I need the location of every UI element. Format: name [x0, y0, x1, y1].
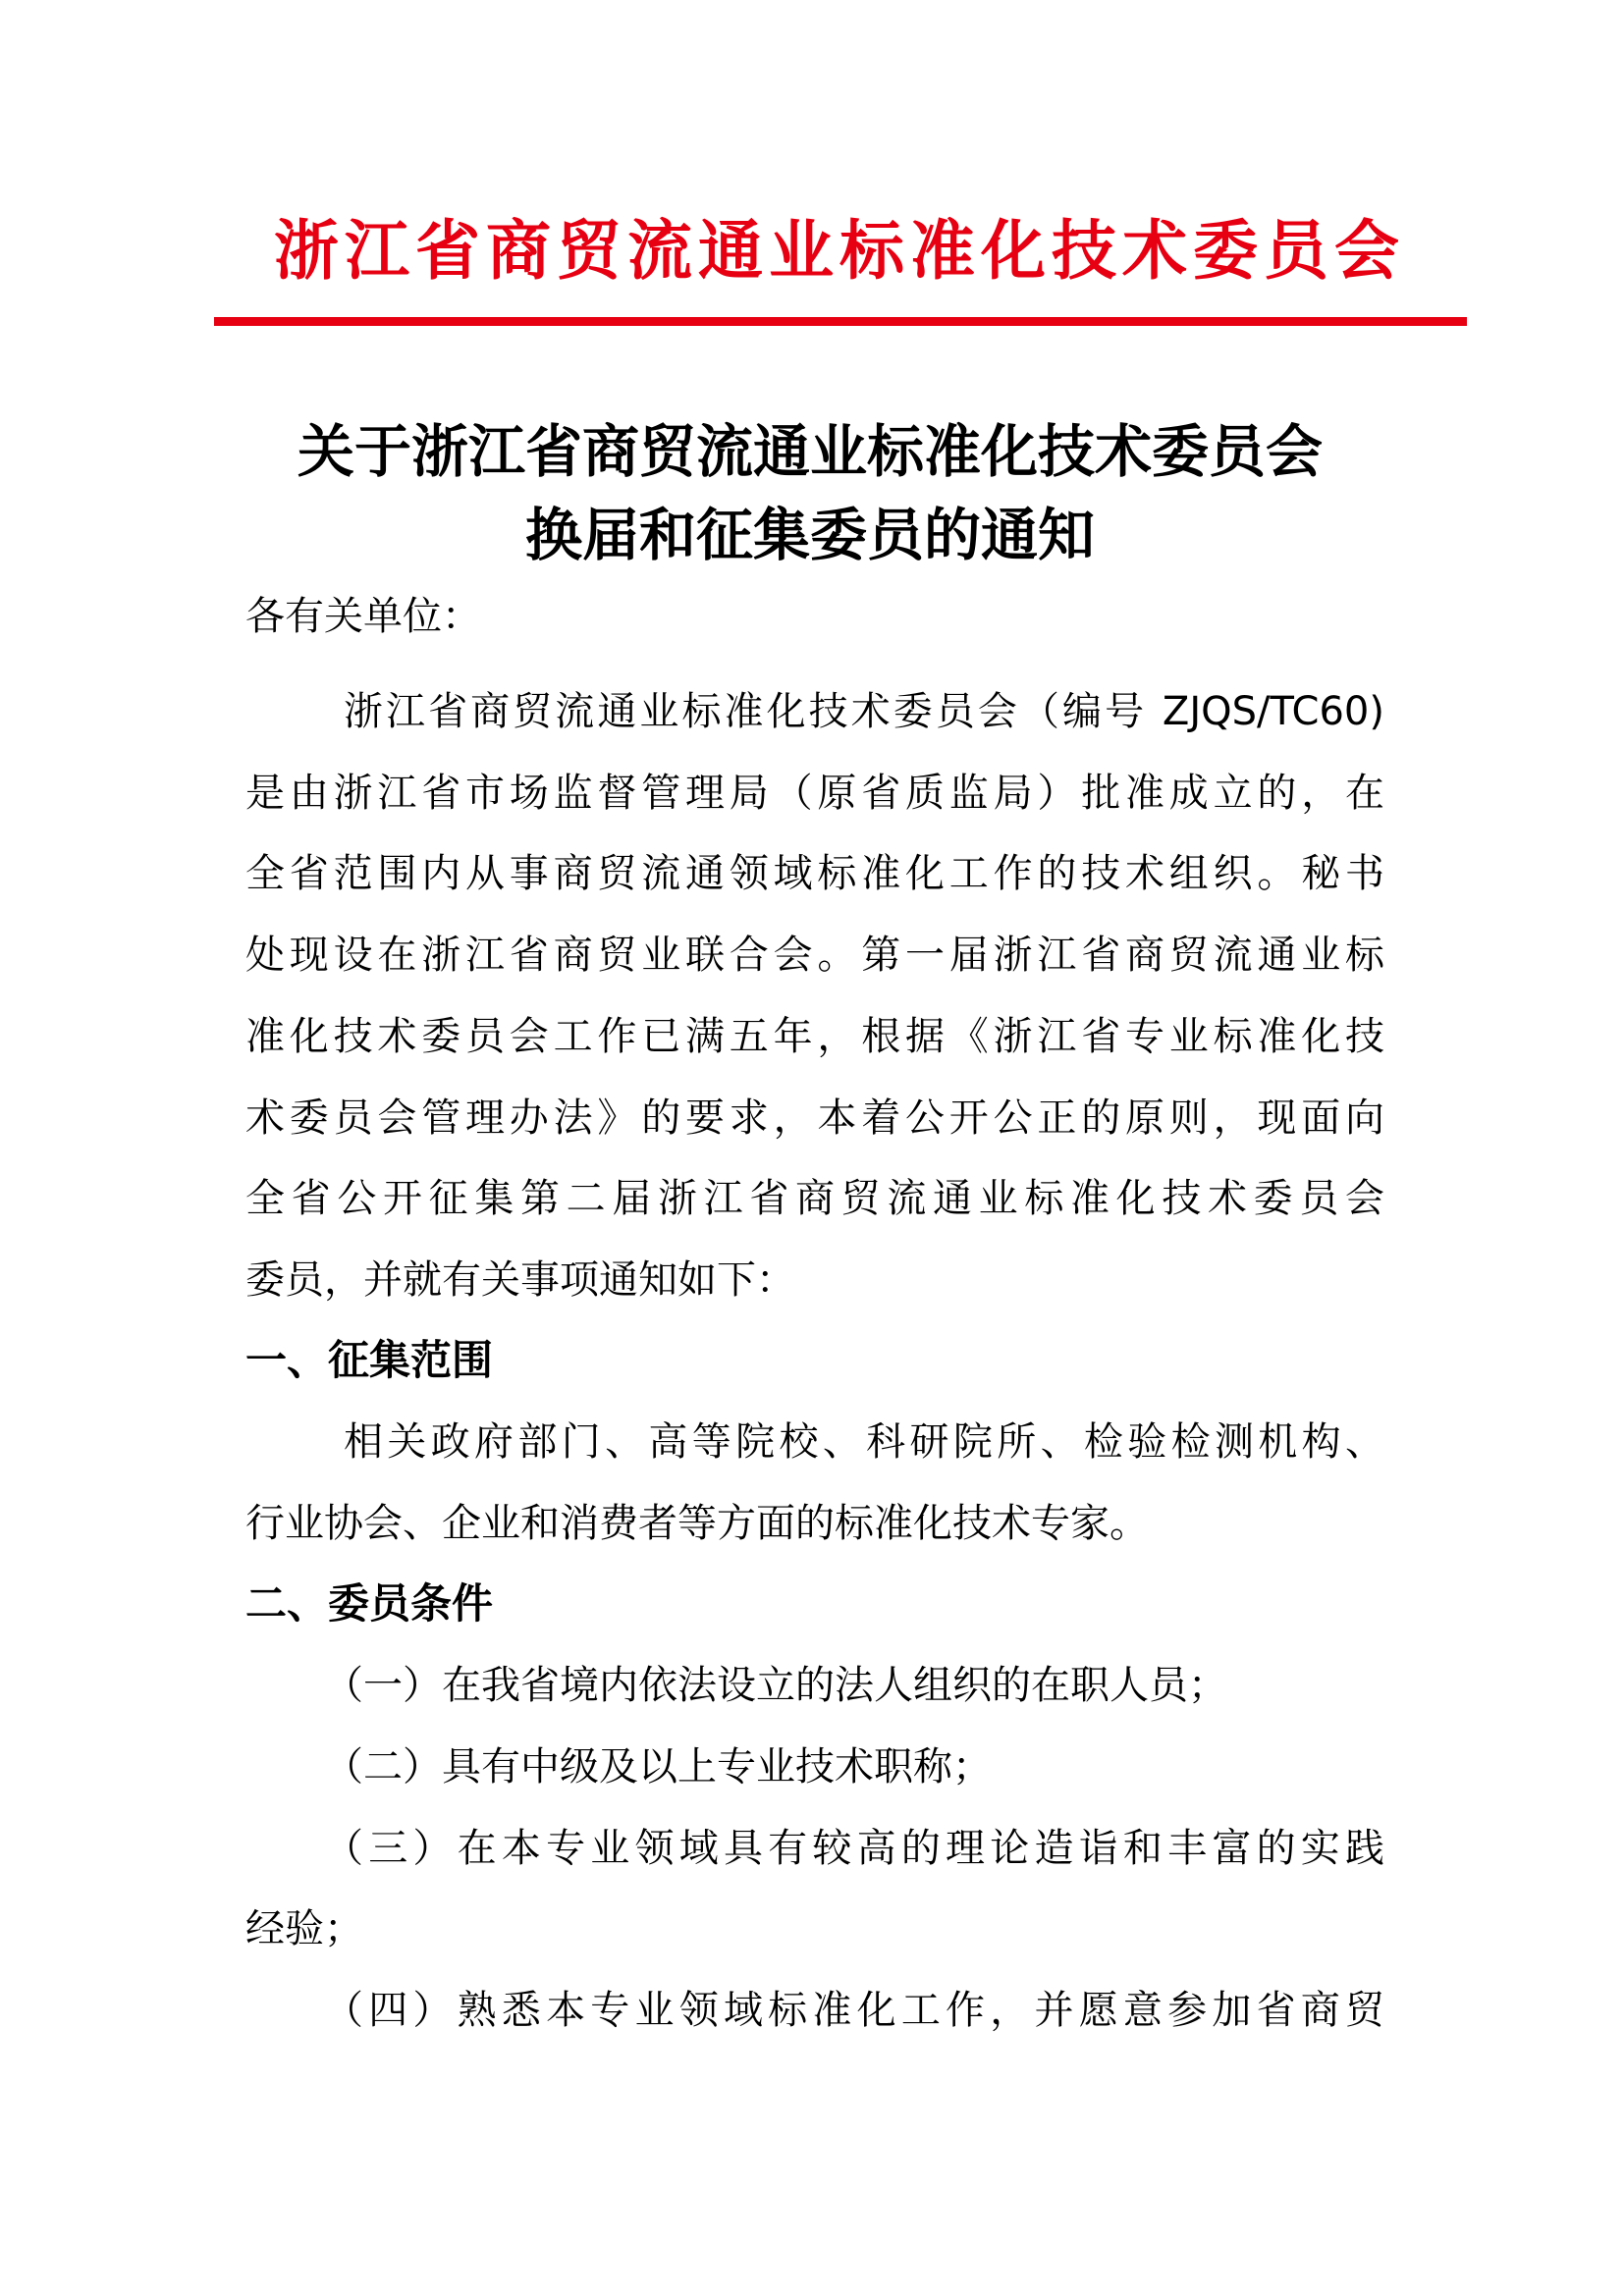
intro-line-4: 处现设在浙江省商贸业联合会。第一届浙江省商贸流通业标: [245, 933, 1384, 978]
section-1-line-2: 行业协会、企业和消费者等方面的标准化技术专家。: [245, 1501, 1149, 1546]
intro-line-6: 术委员会管理办法》的要求，本着公开公正的原则，现面向: [245, 1095, 1384, 1141]
condition-item-4: （四）熟悉本专业领域标准化工作，并愿意参加省商贸: [324, 1988, 1384, 2033]
condition-item-2: （二）具有中级及以上专业技术职称；: [324, 1744, 992, 1789]
condition-item-3-continued: 经验；: [245, 1906, 363, 1951]
letterhead-red-rule: [214, 317, 1467, 326]
intro-line-3: 全省范围内从事商贸流通领域标准化工作的技术组织。秘书: [245, 851, 1384, 896]
intro-line-8: 委员，并就有关事项通知如下：: [245, 1257, 795, 1303]
intro-line-7: 全省公开征集第二届浙江省商贸流通业标准化技术委员会: [245, 1176, 1384, 1221]
intro-line-2: 是由浙江省市场监督管理局（原省质监局）批准成立的，在: [245, 771, 1384, 816]
intro-line-1: 浙江省商贸流通业标准化技术委员会（编号 ZJQS/TC60): [344, 689, 1384, 734]
document-title-line-2: 换届和征集委员的通知: [524, 502, 1095, 568]
document-title-line-1: 关于浙江省商贸流通业标准化技术委员会: [297, 418, 1323, 485]
intro-line-5: 准化技术委员会工作已满五年，根据《浙江省专业标准化技: [245, 1014, 1384, 1059]
section-2-heading: 二、委员条件: [245, 1579, 494, 1628]
condition-item-1: （一）在我省境内依法设立的法人组织的在职人员；: [324, 1663, 1227, 1708]
salutation: 各有关单位：: [245, 594, 481, 639]
section-1-heading: 一、征集范围: [245, 1336, 494, 1384]
section-1-line-1: 相关政府部门、高等院校、科研院所、检验检测机构、: [344, 1419, 1384, 1465]
letterhead-org-name: 浙江省商贸流通业标准化技术委员会: [274, 212, 1405, 289]
condition-item-3: （三）在本专业领域具有较高的理论造诣和丰富的实践: [324, 1826, 1384, 1871]
